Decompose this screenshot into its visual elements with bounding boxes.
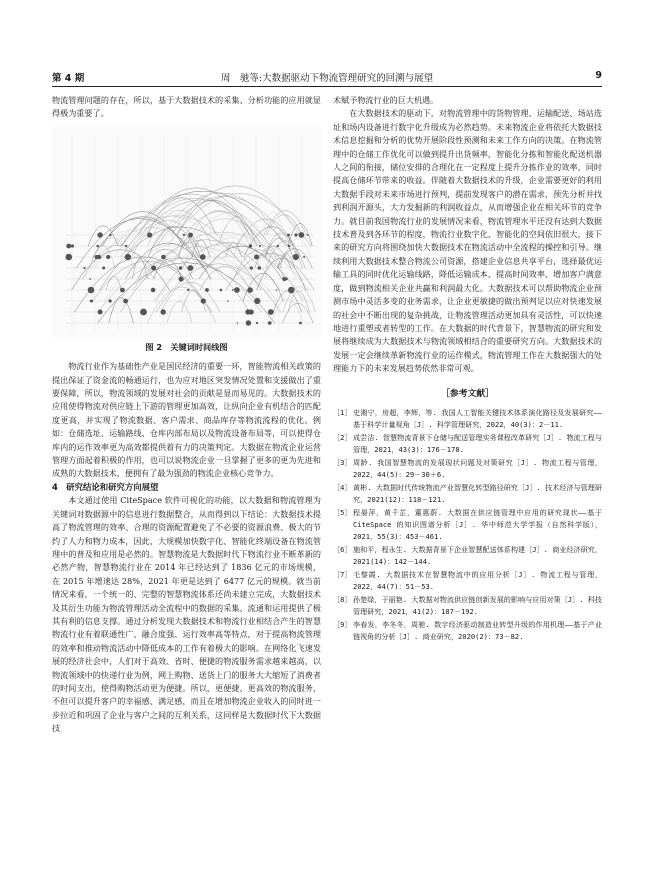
keyword-node <box>307 234 309 236</box>
figure-caption: 图 2 关键词时间线图 <box>145 341 228 352</box>
keyword-node <box>200 254 206 260</box>
keyword-node <box>276 289 278 291</box>
keyword-node <box>249 309 254 314</box>
keyword-node <box>102 266 105 269</box>
keyword-node <box>205 288 209 292</box>
running-title: 周 驰等:大数据驱动下物流管理研究的回溯与展望 <box>220 73 434 84</box>
continued-paragraph: 术赋予物流行业的巨大机遇。 <box>333 95 439 105</box>
keyword-node <box>234 287 240 293</box>
section-title: 4 研究结论和研究方向展望 <box>52 481 159 492</box>
keyword-node <box>268 309 274 315</box>
keyword-node <box>151 265 156 270</box>
body-paragraph-2: 本文通过使用 CiteSpace 软件可视化的功能，以大数据和物流管理为关键词对数据源中的信息进行数据整合，从而得到以下结论：大数据技术提高了物流管理的效率、合理的资源配置避免了不必要的资源浪费、极大的节约了人力和物力成本，因此，大规模加快数字化、智能化终端设备在物流管理中的普及和应用是必然的。智慧物流是大数据时代下物流行业不断革新的必然产物，智慧物流行业在 2014 年已经达到了 1836 亿元的市场规模，在 2015 年增速达 28%，2021 年更是达到了 6477 亿元的规模。就当前情况来看，一个统一的、完整的智慧物流体系还尚未建立完成，大数据技术及其衍生功能为物流管理活动全流程中的数据的采集、流通和运用提供了极其有利的信息支撑。通过分析发现大数据技术和物流行业相结合产生的智慧物流行业有着联通性广、融合度强、运行效率高等特点，对于提高物流管理的效率和推动物流活动中降低成本的工作有着极大的影响。在网络化飞速发展的经济社会中，人们对于高效、省时、便捷的物流服务需求越来越高，以物流领域中的快递行业为例，网上购物、送货上门的服务大大缩短了消费者的时间支出，使得购物活动更为便捷。所以，更便捷、更高效的物流服务，不但可以提升客户的幸福感、满足感，而且在增加物流企业收入的同时进一步拉近和巩固了企业与客户之间的互利关系，这同样是大数据时代下大数据技 <box>52 495 321 734</box>
keyword-timeline-graph <box>52 127 321 337</box>
reference-item <box>333 457 602 481</box>
keyword-node <box>89 278 91 280</box>
references-heading: ［参考文献］ <box>441 388 494 399</box>
reference-number: ［1］ <box>333 407 352 417</box>
keyword-node <box>303 256 305 258</box>
running-header <box>52 70 602 84</box>
reference-text: 黄彬. 大数据时代传统物流产业智慧化转型路径研究［J］. 技术经济与管理研究，2021(12)：118－121. <box>353 483 602 505</box>
keyword-node <box>96 245 99 248</box>
keyword-node <box>259 245 261 247</box>
keyword-node <box>254 254 259 259</box>
reference-number: ［3］ <box>333 458 352 468</box>
keyword-node <box>249 244 252 247</box>
keyword-node <box>109 234 111 236</box>
reference-text: 施和平，程永生. 大数据背景下企业智慧配送体系构建［J］. 商业经济研究，2021(14)：142－144. <box>353 545 602 566</box>
keyword-node <box>147 232 152 237</box>
keyword-node <box>201 298 206 303</box>
reference-item <box>333 432 602 456</box>
keyword-node <box>88 287 95 294</box>
keyword-node <box>66 254 73 261</box>
keyword-node <box>268 321 272 325</box>
left-column <box>52 94 321 736</box>
reference-number: ［2］ <box>333 433 352 443</box>
reference-list <box>333 407 602 643</box>
reference-item <box>333 544 602 568</box>
keyword-node <box>183 234 185 236</box>
keyword-node <box>247 287 253 293</box>
keyword-node <box>161 309 166 314</box>
keyword-node <box>83 267 85 269</box>
right-column <box>333 94 602 645</box>
reference-text: 成尝洁. 智慧物流背景下仓储与配送管理实务课程改革研究［J］. 物流工程与管理，2021，43(3)：176－178. <box>353 433 602 454</box>
reference-text: 史湘宁，房超，李辉，等. 我国人工智能关键技术体系演化路径及发展研究——基于科学计量视角［J］. 科学管理研究，2022，40(3)：2－11. <box>353 407 602 429</box>
issue-number: 第 4 期 <box>52 73 85 84</box>
keyword-node <box>256 322 258 324</box>
keyword-node <box>98 309 103 314</box>
reference-item <box>333 594 602 618</box>
keyword-node <box>140 308 147 315</box>
keyword-node <box>227 300 229 302</box>
page-number: 9 <box>595 70 602 81</box>
reference-number: ［7］ <box>333 570 352 580</box>
keyword-node <box>179 266 183 270</box>
reference-text: 孙楚绿，于丽艳. 大数据对物流供应链创新发展的影响与应用对策［J］. 科技管理研究，2021，41(2)：187－192. <box>353 595 602 617</box>
header-rule <box>52 86 602 87</box>
keyword-node <box>294 233 297 236</box>
keyword-node <box>299 232 305 238</box>
keyword-node <box>288 287 295 294</box>
graph-background <box>52 127 321 337</box>
keyword-node <box>258 266 262 270</box>
reference-number: ［9］ <box>333 620 352 630</box>
keyword-node <box>299 321 302 324</box>
reference-number: ［8］ <box>333 595 352 605</box>
keyword-node <box>237 322 239 324</box>
keyword-node <box>288 245 291 248</box>
reference-item <box>333 569 602 593</box>
keyword-node <box>125 245 127 247</box>
reference-number: ［4］ <box>333 483 352 493</box>
reference-text: 李春发，李冬冬，周驰. 数字经济驱动制造业转型升级的作用机理——基于产业链视角的分析［J］. 商业研究，2020(2)：73－82. <box>353 620 602 642</box>
reference-text: 毛黎霞. 大数据技术在智慧物流中的应用分析［J］. 物流工程与管理，2022，44(7)：51－53. <box>353 570 602 592</box>
keyword-node <box>97 232 102 237</box>
reference-item <box>333 407 602 431</box>
reference-text: 周龄. 我国智慧物流的发展现状问题及对策研究［J］. 物流工程与管理，2022，44(5)：29－30＋6. <box>353 458 602 479</box>
keyword-node <box>232 289 234 291</box>
keyword-node <box>123 298 128 303</box>
keyword-node <box>109 299 112 302</box>
keyword-node <box>287 233 290 236</box>
keyword-node <box>161 255 166 260</box>
keyword-node <box>282 277 286 281</box>
reference-text: 程晏萍，黄千芷，董惠蔚. 大数据在供应链管理中应用的研究现状——基于 CiteSpace 的知识图谱分析［J］. 华中师范大学学报（自然科学版），2021，55(3)：453－461. <box>353 508 602 541</box>
keyword-timeline-figure <box>52 127 321 337</box>
reference-item <box>333 619 602 643</box>
keyword-node <box>66 243 71 248</box>
reference-number: ［5］ <box>333 508 352 518</box>
keyword-node <box>277 245 279 247</box>
keyword-node <box>293 254 299 260</box>
body-paragraph-3: 在大数据技术的驱动下，对物流管理中的货物管理、运输配送、场站选址和场内设备进行数字化升级成为必然趋势。未来物流企业将依托大数据技术信息挖掘和分析的优势开展阶段性预测和未来工作方向的决策。在物流管理中的仓储工作优化可以做到提升出货频率，智能化分拣和智能化配送机器人之间的衔接，储位安排的合理化在一定程度上提升分拣作业的效率，同时提高仓储环节带来的收益。伴随着大数据技术的升级，企业需要更好的利用大数据手段对未来市场进行预判，提前发现客户的潜在需求，预先分析并找到利润开源头，大力发掘新的利润收益点，从而增强企业在相关环节的竞争力。就目前我国物流行业的发展情况来看，物流管理水平还没有达到大数据技术普及到各环节的程度，物流行业数字化、智能化的空间依旧很大，接下来的研究方向将围绕加快大数据技术在物流活动中全流程的操控和引导。继续利用大数据技术整合物流公司资源，搭建企业信息共享平台，选择最优运输工具的同时优化运输线路，降低运输成本、提高时间效率、增加客户满意度，做到物流相关企业共赢和利润最大化。大数据技术可以帮助物流企业预测市场中灵活多变的业务需求，让企业更敏捷的做出预判足以应对快速发展的社会中不断出现的复杂挑战，让物流管理活动更加具有灵活性，可以快速地进行重塑或者转型的工作。在大数据的时代背景下，智慧物流的研究和发展将继续成为大数据技术与物流领域相结合的重要研究方向。大数据技术的发展一定会继续革新物流行业的运作模式，物流管理工作在大数据强大的处理能力下的未来发展趋势依然非常可观。 <box>333 108 602 374</box>
keyword-node <box>220 289 223 292</box>
keyword-node <box>90 299 93 302</box>
keyword-node <box>250 266 253 269</box>
keyword-node <box>120 287 125 292</box>
body-paragraph-1: 物流行业作为基础性产业是国民经济的重要一环，智能物流相关政策的提出保证了资金流的畅通运行，也为应对地区突发情况处置和支援做出了重要保障，所以，物流领域的发展对社会的贡献是显而易见的。大数据技术的应用使得物流对供应链上下游的管理更加高效，让纵向企业有机结合的匹配度更高，并实现了物流数据、客户需求、商品库存等物流流程的优化。例如：仓储选址、运输路线、仓库内部布局以及物流设备布局等，可以使得仓库内的运作效率更为高效都提供着有力的决策判定。大数据在物流企业运营管理方面起着积极的作用，也可以说物流企业一旦掌握了更多的更为先进和成熟的大数据技术，便拥有了最为强劲的物流企业核心竞争力。 <box>52 361 321 479</box>
keyword-node <box>188 232 193 237</box>
reference-number: ［6］ <box>333 545 352 555</box>
keyword-node <box>254 298 260 304</box>
keyword-node <box>246 320 251 325</box>
reference-item <box>333 482 602 506</box>
intro-paragraph: 物流管理问题的存在，所以，基于大数据技术的采集、分析功能的应用就显得极为重要了。 <box>52 95 321 119</box>
keyword-node <box>95 255 99 259</box>
keyword-node <box>125 254 131 260</box>
keyword-node <box>187 289 189 291</box>
reference-item <box>333 507 602 542</box>
keyword-node <box>179 276 184 281</box>
keyword-node <box>151 288 156 293</box>
keyword-node <box>188 265 194 271</box>
keyword-node <box>71 244 74 247</box>
keyword-node <box>106 255 110 259</box>
